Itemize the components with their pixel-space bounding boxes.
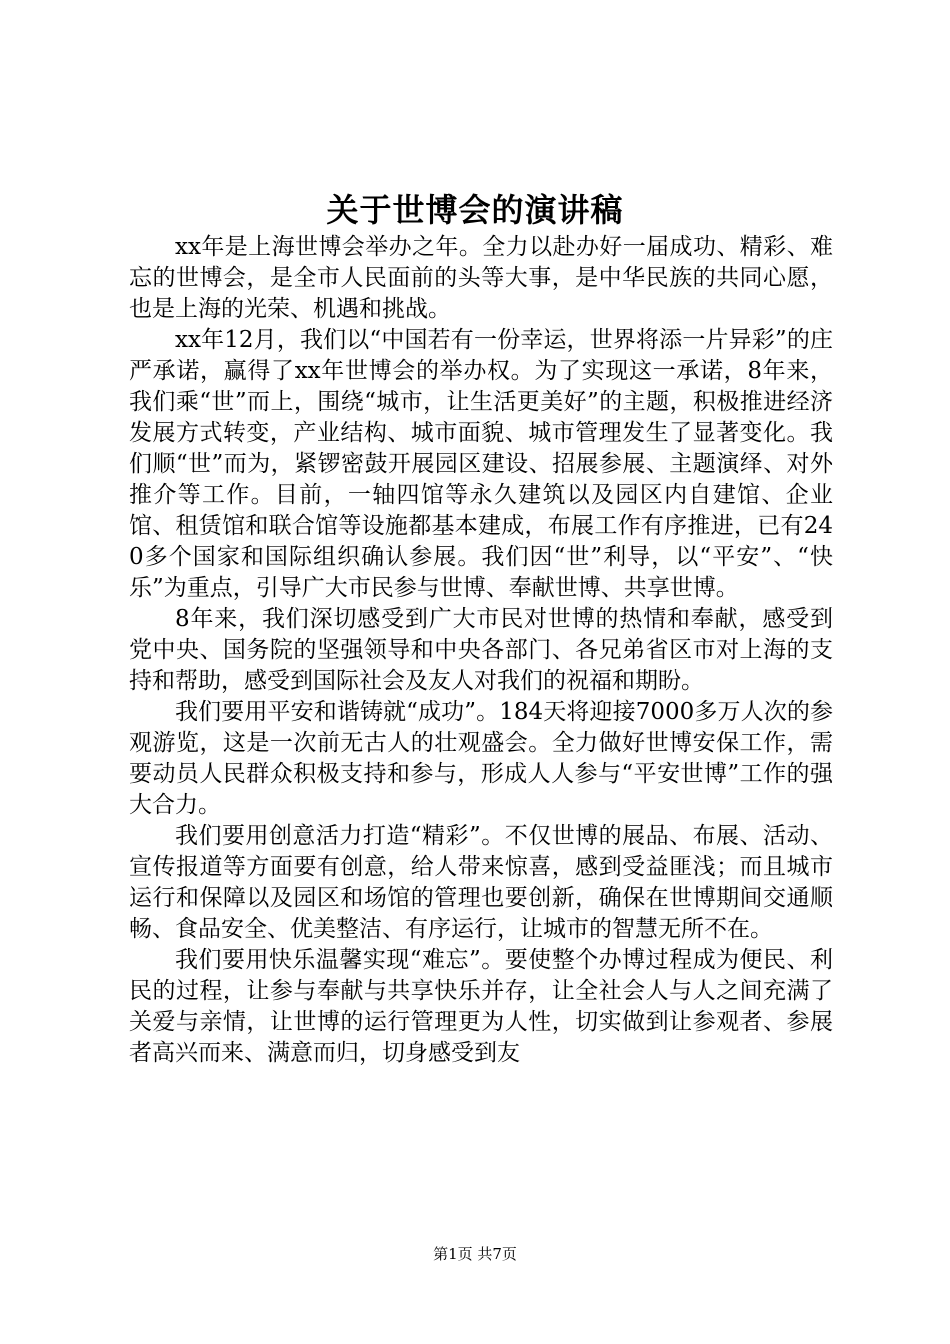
- page-footer: 第1页 共7页: [433, 1245, 517, 1263]
- paragraph-1: xx年是上海世博会举办之年。全力以赴办好一届成功、精彩、难忘的世博会，是全市人民面前的头等大事，是中华民族的共同心愿，也是上海的光荣、机遇和挑战。: [129, 234, 833, 322]
- paragraph-6: 我们要用快乐温馨实现“难忘”。要使整个办博过程成为便民、利民的过程，让参与奉献与共享快乐并存，让全社会人与人之间充满了关爱与亲情，让世博的运行管理更为人性，切实做到让参观者、参展者高兴而来、满意而归，切身感受到友: [129, 947, 833, 1066]
- paragraph-4: 我们要用平安和谐铸就“成功”。184天将迎接7000多万人次的参观游览，这是一次前无古人的壮观盛会。全力做好世博安保工作，需要动员人民群众积极支持和参与，形成人人参与“平安世博”工作的强大合力。: [129, 699, 833, 818]
- paragraph-2: xx年12月，我们以“中国若有一份幸运，世界将添一片异彩”的庄严承诺，赢得了xx年世博会的举办权。为了实现这一承诺，8年来，我们乘“世”而上，围绕“城市，让生活更美好”的主题，积极推进经济发展方式转变，产业结构、城市面貌、城市管理发生了显著变化。我们顺“世”而为，紧锣密鼓开展园区建设、招展参展、主题演绎、对外推介等工作。目前，一轴四馆等永久建筑以及园区内自建馆、企业馆、租赁馆和联合馆等设施都基本建成，布展工作有序推进，已有240多个国家和国际组织确认参展。我们因“世”利导，以“平安”、“快乐”为重点，引导广大市民参与世博、奉献世博、共享世博。: [129, 327, 833, 601]
- page-title: 关于世博会的演讲稿: [326, 191, 624, 229]
- paragraph-3: 8年来，我们深切感受到广大市民对世博的热情和奉献，感受到党中央、国务院的坚强领导和中央各部门、各兄弟省区市对上海的支持和帮助，感受到国际社会及友人对我们的祝福和期盼。: [129, 606, 833, 694]
- paragraph-5: 我们要用创意活力打造“精彩”。不仅世博的展品、布展、活动、宣传报道等方面要有创意，给人带来惊喜，感到受益匪浅；而且城市运行和保障以及园区和场馆的管理也要创新，确保在世博期间交通顺畅、食品安全、优美整洁、有序运行，让城市的智慧无所不在。: [129, 823, 833, 942]
- body-text: [129, 232, 833, 1069]
